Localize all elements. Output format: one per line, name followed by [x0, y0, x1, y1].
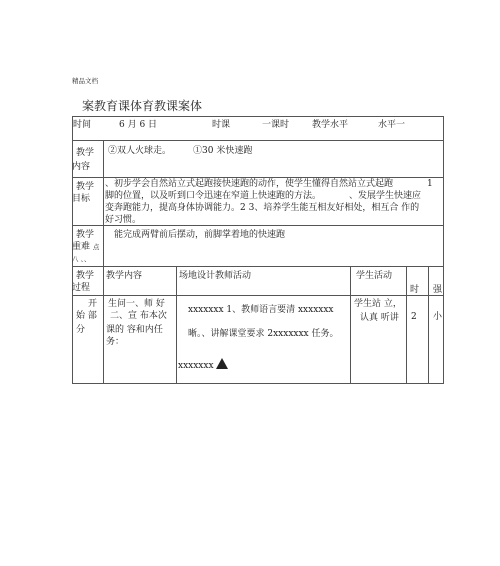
goal-line-3: 变奔跑能力，提高身体协调能力。2 3、培养学生能互相友好相处，相互合 作的: [105, 203, 420, 213]
goal-line-1: 、初步学会自然站立式起跑接快速跑的动作，使学生懂得自然站立式起跑: [105, 179, 394, 189]
start-content-3: 课的 容和内任: [106, 325, 163, 335]
goal-label-1: 教学: [76, 182, 95, 192]
triangle-icon: [216, 358, 228, 369]
start-strength-value: 小: [433, 312, 443, 322]
start-content-4: 务：: [106, 337, 125, 347]
header-watermark: 精品文档: [72, 77, 98, 85]
start-student-1: 学生站 立，: [354, 299, 402, 309]
process-label-2: 过程: [72, 283, 91, 293]
label-col-divider: [103, 140, 104, 383]
start-time-value: 2: [411, 312, 417, 322]
table-border-right: [443, 116, 444, 383]
page-title: 案教育课体育教课案体: [82, 99, 203, 113]
period-value: 一课时: [262, 120, 290, 130]
level-label: 教学水平: [312, 120, 349, 130]
table-border-top: [72, 116, 444, 117]
col-divider: [350, 266, 351, 383]
key-label-2-text: 重难: [72, 242, 91, 252]
start-content-1: 生问一、师 好: [108, 299, 165, 309]
date-value: 6 月 6 日: [119, 120, 158, 130]
level-value: 水平一: [378, 120, 406, 130]
col-header-time: 时: [410, 285, 420, 295]
content-item-2: ①30 米快速跑: [193, 146, 253, 156]
key-text: 能完成两臂前后摆动，前脚掌着地的快速跑: [114, 230, 286, 240]
start-design-1: xxxxxxx 1、教师语言要清 xxxxxxx: [188, 305, 334, 315]
content-label-1: 教学: [76, 148, 95, 158]
col-header-student: 学生活动: [356, 271, 393, 281]
start-student-2: 认真 听讲: [360, 313, 399, 323]
start-design-3-wrap: [178, 357, 228, 372]
class-time-label: 时课: [212, 120, 231, 130]
start-label-1: 开: [88, 299, 98, 309]
content-label-2: 内容: [72, 162, 91, 172]
col-header-content: 教学内容: [106, 271, 143, 281]
row-divider: [72, 266, 444, 267]
start-label-3: 分: [76, 325, 86, 335]
col-divider: [428, 266, 429, 383]
col-divider: [176, 266, 177, 383]
table-border-bottom: [72, 383, 444, 384]
content-item-1: ②双人火球走。: [108, 146, 172, 156]
goal-line-2: 脚的位置，以及听到口令迅速在窄道上快速跑的方法。: [105, 191, 322, 201]
goal-line-1-num: 1: [427, 179, 433, 189]
key-label-3: 八 、、: [72, 255, 91, 263]
key-label-2: [72, 241, 99, 253]
goal-line-2b: 、发展学生快速应: [349, 191, 422, 201]
key-label-small: 点: [92, 243, 100, 251]
goal-label-2: 目标: [72, 194, 91, 204]
start-label-2: 始 部: [76, 311, 97, 321]
goal-line-4: 好习惯。: [105, 215, 142, 225]
start-content-2: 二、宣 布本次: [110, 311, 167, 321]
row-divider: [72, 140, 444, 141]
col-divider: [406, 266, 407, 383]
col-header-design: 场地设计教师活动: [179, 271, 252, 281]
time-label: 时间: [73, 120, 92, 130]
key-label-1: 教学: [76, 230, 95, 240]
start-design-2: 晰。、讲解课堂要求 2xxxxxxx 任务。: [188, 329, 339, 339]
row-divider: [72, 295, 444, 296]
start-design-3: xxxxxxx: [178, 361, 214, 371]
process-label-1: 教学: [76, 271, 95, 281]
col-header-strength: 强: [433, 285, 443, 295]
